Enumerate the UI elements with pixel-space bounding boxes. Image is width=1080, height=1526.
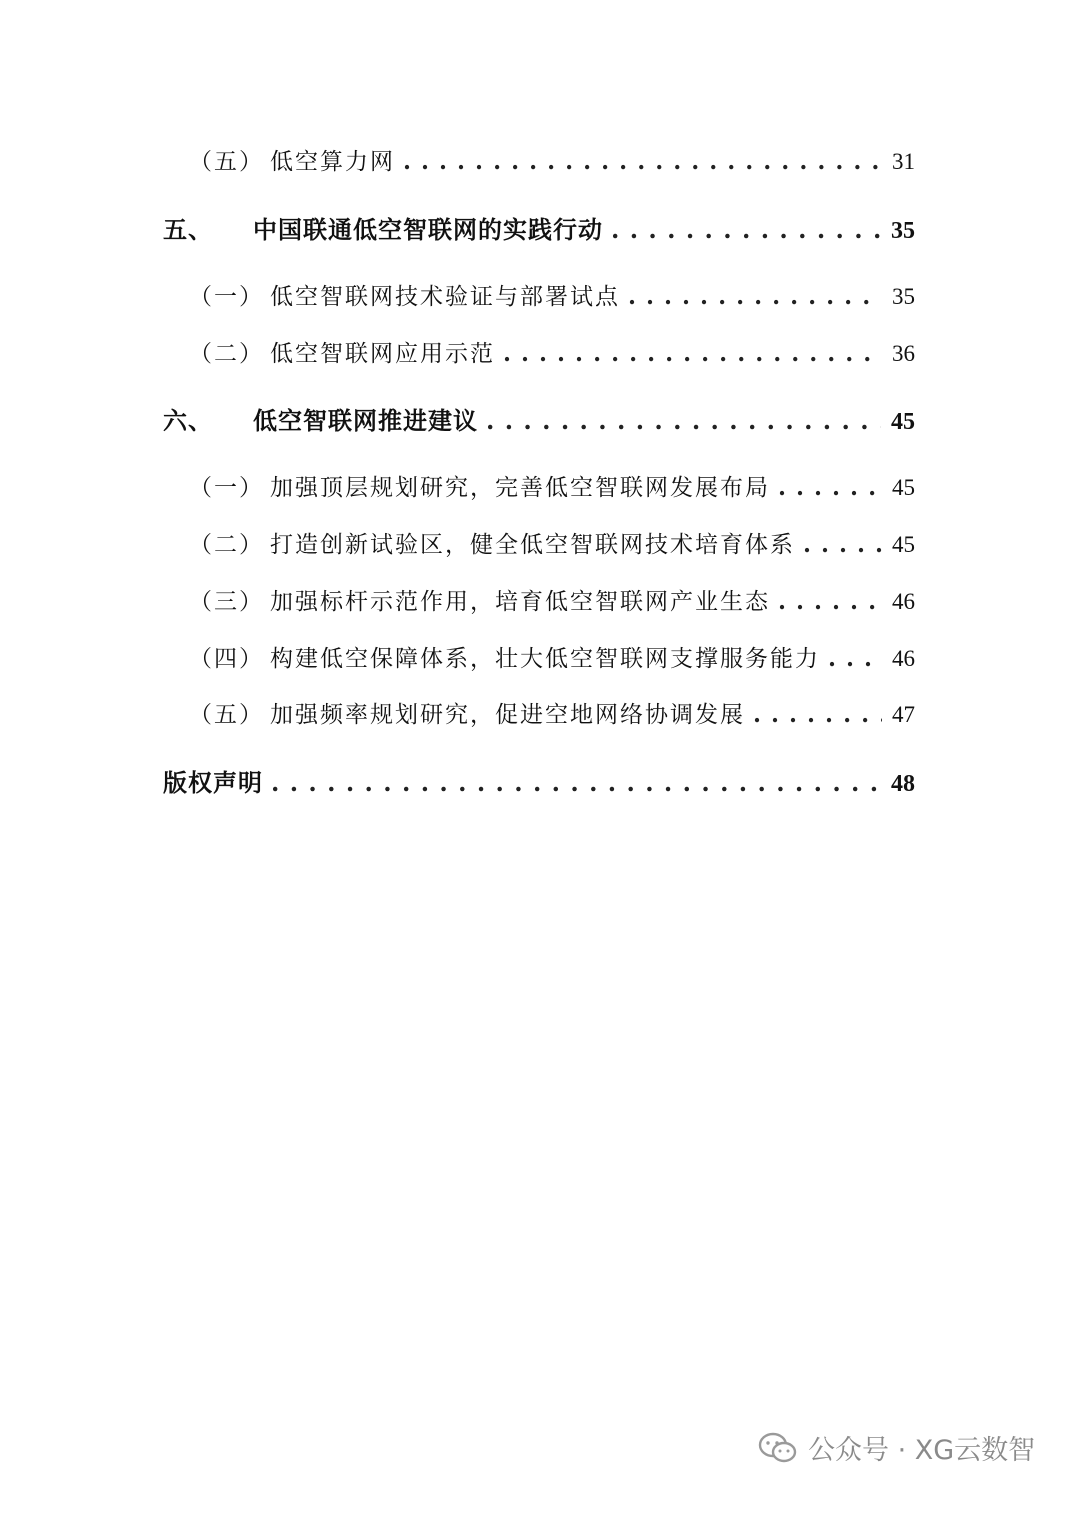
toc-entry-page: 45 <box>891 409 915 435</box>
toc-entry-page: 45 <box>892 475 915 500</box>
wechat-icon <box>758 1431 798 1465</box>
watermark <box>758 1428 1035 1467</box>
toc-entry-page: 48 <box>891 771 915 797</box>
toc-entry-page: 35 <box>892 284 915 309</box>
toc-dot-leader <box>486 406 881 435</box>
toc-entry-title: 加强频率规划研究，促进空地网络协调发展 <box>270 702 745 728</box>
watermark-text: 公众号 · XG云数智 <box>808 1435 1036 1466</box>
toc-entry-page: 31 <box>892 149 915 174</box>
toc-entry <box>163 143 915 176</box>
toc-dot-leader <box>271 768 881 797</box>
toc-entry-title: 低空智联网技术验证与部署试点 <box>270 284 620 310</box>
toc-entry-number: 五、 <box>163 215 213 244</box>
toc-entry <box>163 640 915 673</box>
toc-entry <box>163 763 915 798</box>
toc-entry-title: 版权声明 <box>163 768 263 797</box>
toc-entry-title: 中国联通低空智联网的实践行动 <box>253 215 603 244</box>
toc-entry-number: （二） <box>189 532 264 558</box>
toc-entry <box>163 583 915 616</box>
toc-entry-title: 加强标杆示范作用，培育低空智联网产业生态 <box>270 589 770 615</box>
toc-dot-leader <box>628 283 882 310</box>
toc-entry <box>163 335 915 368</box>
toc-entry-page: 45 <box>892 532 915 557</box>
toc-entry <box>163 278 915 311</box>
toc-dot-leader <box>828 645 882 672</box>
toc-entry-page: 47 <box>892 702 915 727</box>
toc-entry-page: 46 <box>892 646 915 671</box>
toc-entry-title: 加强顶层规划研究，完善低空智联网发展布局 <box>270 475 770 501</box>
toc-entry-page: 46 <box>892 589 915 614</box>
toc-entry <box>163 526 915 559</box>
toc-entry-page: 36 <box>892 341 915 366</box>
toc-entry <box>163 210 915 245</box>
toc-entry-title: 构建低空保障体系，壮大低空智联网支撑服务能力 <box>270 646 820 672</box>
toc-entry-number: （二） <box>189 341 264 367</box>
toc-entry <box>163 401 915 436</box>
toc-entry-number: （一） <box>189 284 264 310</box>
toc-entry-page: 35 <box>891 218 915 244</box>
toc-entry-number: （三） <box>189 589 264 615</box>
toc-entry-title: 低空算力网 <box>270 149 395 175</box>
toc-entry-number: 六、 <box>163 406 213 435</box>
toc-dot-leader <box>803 531 882 558</box>
toc-dot-leader <box>778 588 882 615</box>
toc-dot-leader <box>403 148 882 175</box>
toc-entry-number: （五） <box>189 149 264 175</box>
toc-dot-leader <box>753 701 882 728</box>
toc-dot-leader <box>503 340 882 367</box>
toc-entry-title: 低空智联网推进建议 <box>253 406 478 435</box>
toc-dot-leader <box>611 215 881 244</box>
toc-entry-number: （一） <box>189 475 264 501</box>
toc-dot-leader <box>778 474 882 501</box>
toc-entry-title: 打造创新试验区，健全低空智联网技术培育体系 <box>270 532 795 558</box>
toc-entry-title: 低空智联网应用示范 <box>270 341 495 367</box>
toc-entry-number: （五） <box>189 702 264 728</box>
toc-entry-number: （四） <box>189 646 264 672</box>
toc-entry <box>163 469 915 502</box>
toc-entry <box>163 696 915 729</box>
